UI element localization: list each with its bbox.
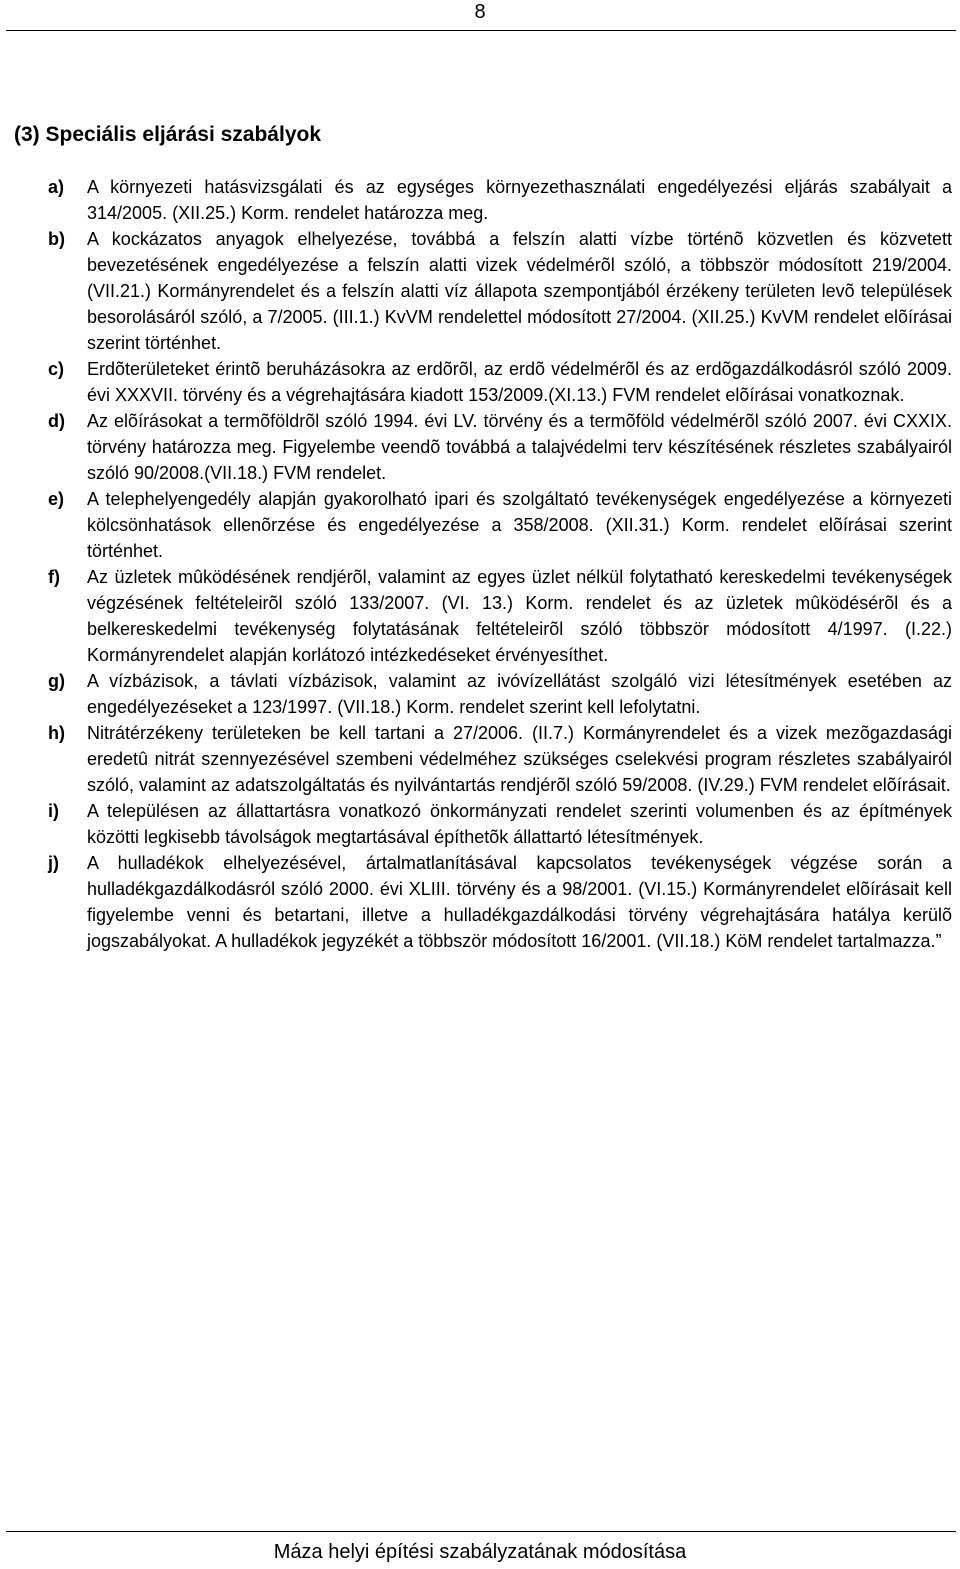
page-number: 8 <box>474 1 486 23</box>
list-item <box>48 174 952 226</box>
item-text: A településen az állattartásra vonatkozó önkormányzati rendelet szerinti volumenben és az építmények közötti legkisebb távolságok megtartásával építhetõk állattartó létesítmények. <box>87 801 952 847</box>
footer-divider <box>6 1531 956 1532</box>
item-marker: g) <box>48 671 65 691</box>
item-text: A környezeti hatásvizsgálati és az egységes környezethasználati engedélyezési eljárás szabályait a 314/2005. (XII.25.) Korm. rendelet határozza meg. <box>87 177 952 223</box>
item-marker: i) <box>48 801 59 821</box>
list-item <box>48 798 952 850</box>
item-marker: c) <box>48 359 65 379</box>
footer-title: Máza helyi építési szabályzatának módosítása <box>273 1541 687 1563</box>
item-marker: e) <box>48 489 65 509</box>
list-item <box>48 486 952 564</box>
list-item <box>48 720 952 798</box>
section-heading: (3) Speciális eljárási szabályok <box>14 123 322 146</box>
item-text: Nitrátérzékeny területeken be kell tartani a 27/2006. (II.7.) Kormányrendelet és a vizek mezõgazdasági eredetû nitrát szennyezésével szembeni védelméhez szükséges cselekvési program részletes szabályairól szóló, valamint az adatszolgáltatás és nyilvántartás rendjérõl szóló 59/2008. (IV.29.) FVM rendelet elõírásait. <box>87 723 952 795</box>
item-text: Az elõírásokat a termõföldrõl szóló 1994. évi LV. törvény és a termõföld védelmérõl szóló 2007. évi CXXIX. törvény határozza meg. Figyelembe veendõ továbbá a talajvédelmi terv készítésének részletes szabályairól szóló 90/2008.(VII.18.) FVM rendelet. <box>87 411 952 483</box>
list-item <box>48 226 952 356</box>
item-text: Az üzletek mûködésének rendjérõl, valamint az egyes üzlet nélkül folytatható kereskedelmi tevékenységek végzésének feltételeirõl szóló 133/2007. (VI. 13.) Korm. rendelet és az üzletek mûködésérõl és a belkereskedelmi tevékenység folytatásának feltételeirõl szóló többször módosított 4/1997. (I.22.) Kormányrendelet alapján korlátozó intézkedéseket érvényesíthet. <box>87 567 952 665</box>
item-marker: d) <box>48 411 65 431</box>
list-item <box>48 668 952 720</box>
item-marker: f) <box>48 567 60 587</box>
list-item <box>48 850 952 954</box>
header-divider <box>6 30 956 31</box>
item-text: Erdõterületeket érintõ beruházásokra az erdõrõl, az erdõ védelmérõl és az erdõgazdálkodásról szóló 2009. évi XXXVII. törvény és a végrehajtására kiadott 153/2009.(XI.13.) FVM rendelet elõírásai vonatkoznak. <box>87 359 952 405</box>
list-item <box>48 564 952 668</box>
item-marker: a) <box>48 177 65 197</box>
item-text: A vízbázisok, a távlati vízbázisok, valamint az ivóvízellátást szolgáló vizi létesítmények esetében az engedélyezéseket a 123/1997. (VII.18.) Korm. rendelet szerint kell lefolytatni. <box>87 671 952 717</box>
list-item <box>48 356 952 408</box>
item-marker: h) <box>48 723 65 743</box>
item-marker: j) <box>48 853 59 873</box>
item-text: A kockázatos anyagok elhelyezése, továbbá a felszín alatti vízbe történõ közvetlen és közvetett bevezetésének engedélyezése a felszín alatti vizek védelmérõl szóló, a többször módosított 219/2004. (VII.21.) Kormányrendelet és a felszín alatti víz állapota szempontjából érzékeny területen levõ települések besorolásáról szóló, a 7/2005. (III.1.) KvVM rendelettel módosított 27/2004. (XII.25.) KvVM rendelet elõírásai szerint történhet. <box>87 229 952 353</box>
list-item <box>48 408 952 486</box>
item-text: A telephelyengedély alapján gyakorolható ipari és szolgáltató tevékenységek engedélyezése a környezeti kölcsönhatások ellenõrzése és engedélyezése a 358/2008. (XII.31.) Korm. rendelet elõírásai szerint történhet. <box>87 489 952 561</box>
regulation-list <box>48 174 952 954</box>
item-marker: b) <box>48 229 65 249</box>
item-text: A hulladékok elhelyezésével, ártalmatlanításával kapcsolatos tevékenységek végzése során a hulladékgazdálkodásról szóló 2000. évi XLIII. törvény és a 98/2001. (VI.15.) Kormányrendelet elõírásait kell figyelembe venni és betartani, illetve a hulladékgazdálkodási törvény végrehajtására hatálya kerülõ jogszabályokat. A hulladékok jegyzékét a többször módosított 16/2001. (VII.18.) KöM rendelet tartalmazza.” <box>87 853 952 951</box>
